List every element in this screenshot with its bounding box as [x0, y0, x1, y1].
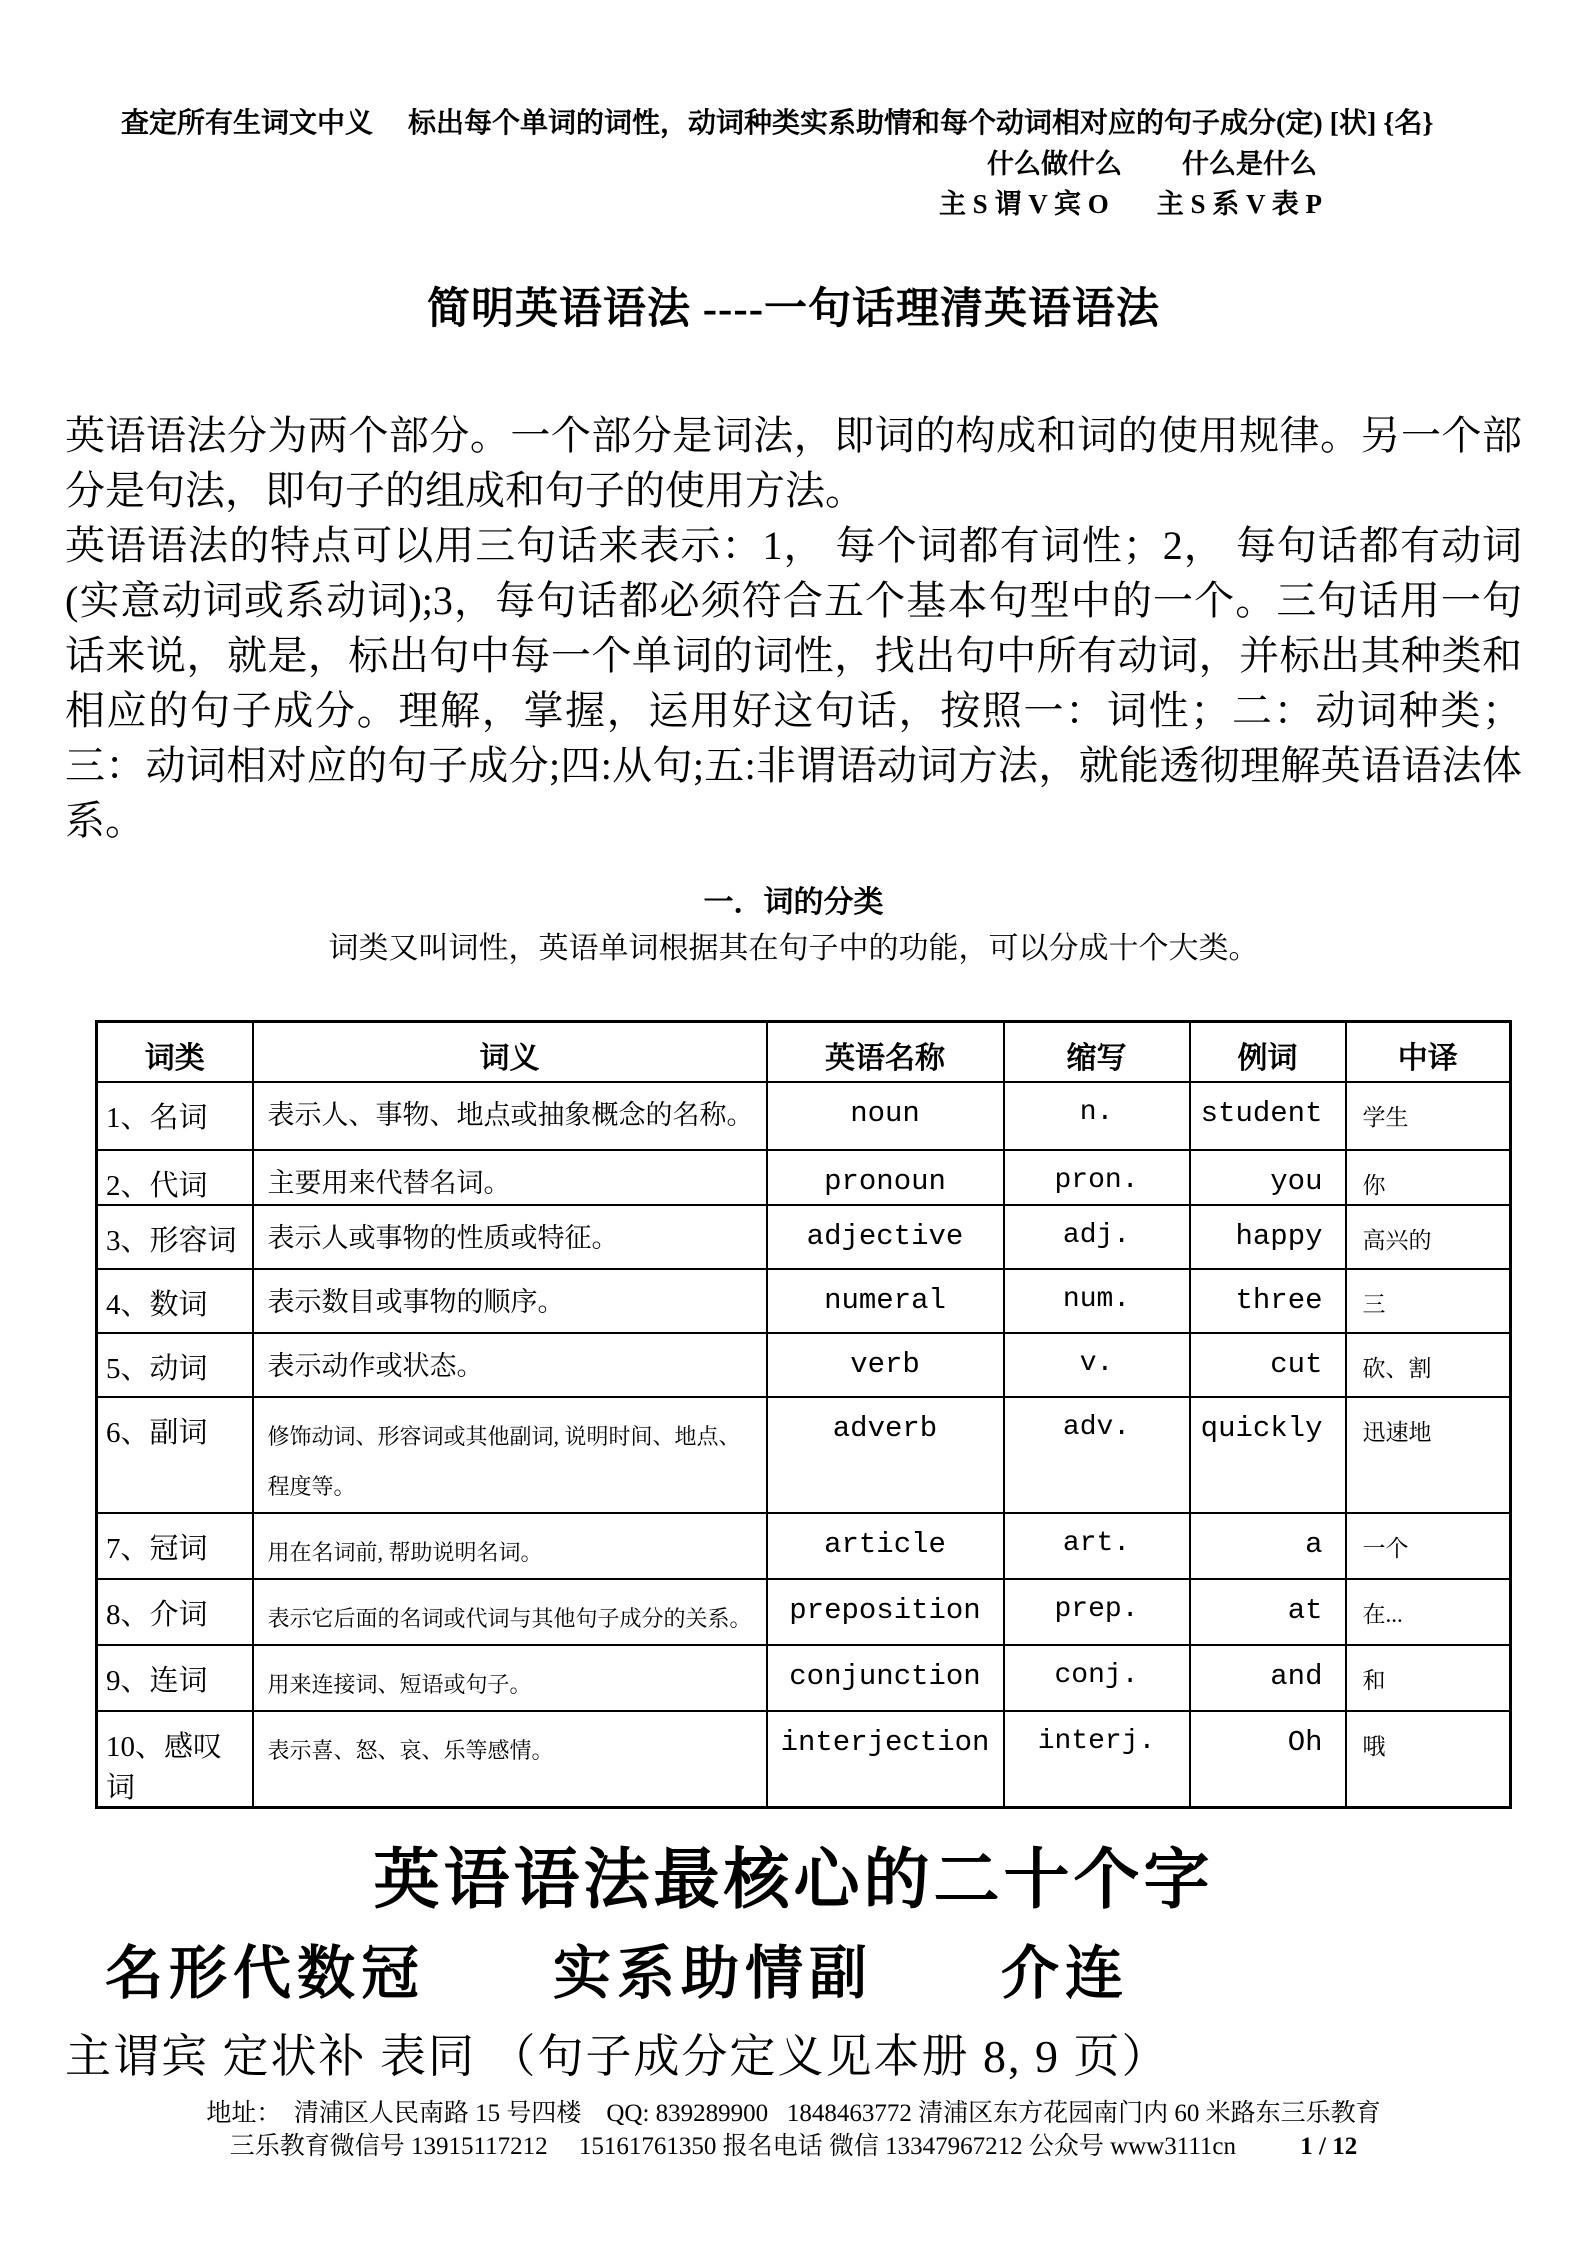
cell-meaning: 表示数目或事物的顺序。	[253, 1269, 767, 1333]
section-subtitle: 词类又叫词性，英语单词根据其在句子中的功能，可以分成十个大类。	[328, 932, 1259, 965]
cell-abbr: adj.	[1004, 1205, 1190, 1269]
cell-translation: 迅速地	[1346, 1397, 1511, 1513]
cell-meaning: 表示人或事物的性质或特征。	[253, 1205, 767, 1269]
footer-contact-line	[65, 2130, 1522, 2163]
table-row	[97, 1645, 1511, 1711]
cell-translation: 在...	[1346, 1579, 1511, 1645]
cell-translation: 砍、割	[1346, 1333, 1511, 1397]
cell-abbr: interj.	[1004, 1711, 1190, 1808]
cell-english: interjection	[767, 1711, 1004, 1808]
cell-example: you	[1190, 1150, 1346, 1205]
cell-class: 8、介词	[97, 1579, 253, 1645]
cell-example: student	[1190, 1082, 1346, 1150]
paragraph-1: 英语语法分为两个部分。一个部分是词法，即词的构成和词的使用规律。另一个部分是句法，即句子的组成和句子的使用方法。	[65, 413, 1522, 513]
section-heading: 一．词的分类	[703, 886, 884, 919]
table-row	[97, 1205, 1511, 1269]
cell-translation: 你	[1346, 1150, 1511, 1205]
cell-english: preposition	[767, 1579, 1004, 1645]
cell-meaning: 用在名词前, 帮助说明名词。	[253, 1513, 767, 1579]
annotation-line-3	[65, 184, 1522, 224]
cell-meaning: 主要用来代替名词。	[253, 1150, 767, 1205]
cell-example: and	[1190, 1645, 1346, 1711]
header-english-name: 英语名称	[767, 1022, 1004, 1082]
cell-meaning: 修饰动词、形容词或其他副词, 说明时间、地点、程度等。	[253, 1397, 767, 1513]
paragraph-2: 英语语法的特点可以用三句话来表示：1， 每个词都有词性；2， 每句话都有动词(实意动词或系动词);3，每句话都必须符合五个基本句型中的一个。三句话用一句话来说，就是，标出句中每一个单词的词性，找出句中所有动词，并标出其种类和相应的句子成分。理解，掌握，运用好这句话，按照一：词性；二：动词种类；三：动词相对应的句子成分;四:从句;五:非谓语动词方法，就能透彻理解英语语法体系。	[65, 523, 1522, 843]
page-footer	[65, 2097, 1522, 2163]
cell-translation: 哦	[1346, 1711, 1511, 1808]
footer-contact-text: 三乐教育微信号 13915117212 15161761350 报名电话 微信 13347967212 公众号 www3111cn	[229, 2132, 1237, 2160]
cell-english: conjunction	[767, 1645, 1004, 1711]
cell-abbr: v.	[1004, 1333, 1190, 1397]
table-row	[97, 1150, 1511, 1205]
header-word-class: 词类	[97, 1022, 253, 1082]
cell-meaning: 表示它后面的名词或代词与其他句子成分的关系。	[253, 1579, 767, 1645]
table-row	[97, 1711, 1511, 1808]
core-twenty-heading: 英语语法最核心的二十个字	[373, 1843, 1214, 1917]
table-row	[97, 1333, 1511, 1397]
document-title: 简明英语语法 ----一句话理清英语语法	[426, 286, 1161, 333]
table-row	[97, 1082, 1511, 1150]
header-translation: 中译	[1346, 1022, 1511, 1082]
annotation-what-is-what: 什么是什么	[1182, 149, 1317, 179]
cell-example: a	[1190, 1513, 1346, 1579]
top-annotations	[65, 104, 1522, 224]
cell-english: noun	[767, 1082, 1004, 1150]
cell-english: pronoun	[767, 1150, 1004, 1205]
table-row	[97, 1397, 1511, 1513]
cell-class: 10、感叹词	[97, 1711, 253, 1808]
cell-english: numeral	[767, 1269, 1004, 1333]
cell-abbr: adv.	[1004, 1397, 1190, 1513]
cell-example: quickly	[1190, 1397, 1346, 1513]
table-header-row	[97, 1022, 1511, 1082]
table-row	[97, 1579, 1511, 1645]
core-word-classes-line: 名形代数冠 实系助情副 介连	[105, 1940, 1130, 2006]
cell-class: 1、名词	[97, 1082, 253, 1150]
cell-class: 5、动词	[97, 1333, 253, 1397]
table-row	[97, 1269, 1511, 1333]
header-abbreviation: 缩写	[1004, 1022, 1190, 1082]
parts-of-speech-table	[95, 1020, 1512, 1809]
annotation-svo: 主 S 谓 V 宾 O	[938, 189, 1109, 219]
cell-translation: 和	[1346, 1645, 1511, 1711]
page-number: 1 / 12	[1300, 2132, 1358, 2160]
cell-class: 3、形容词	[97, 1205, 253, 1269]
annotation-what-does-what: 什么做什么	[987, 149, 1122, 179]
annotation-line-1: 查定所有生词文中义 标出每个单词的词性，动词种类实系助情和每个动词相对应的句子成分(定) [状] {名}	[121, 108, 1434, 139]
cell-abbr: art.	[1004, 1513, 1190, 1579]
table-row	[97, 1513, 1511, 1579]
cell-meaning: 表示动作或状态。	[253, 1333, 767, 1397]
cell-meaning: 用来连接词、短语或句子。	[253, 1645, 767, 1711]
cell-example: three	[1190, 1269, 1346, 1333]
cell-abbr: pron.	[1004, 1150, 1190, 1205]
cell-class: 6、副词	[97, 1397, 253, 1513]
cell-english: adjective	[767, 1205, 1004, 1269]
cell-english: adverb	[767, 1397, 1004, 1513]
intro-paragraphs	[65, 408, 1522, 848]
header-word-meaning: 词义	[253, 1022, 767, 1082]
cell-example: happy	[1190, 1205, 1346, 1269]
cell-example: Oh	[1190, 1711, 1346, 1808]
cell-translation: 三	[1346, 1269, 1511, 1333]
cell-class: 2、代词	[97, 1150, 253, 1205]
cell-meaning: 表示喜、怒、哀、乐等感情。	[253, 1711, 767, 1808]
cell-example: cut	[1190, 1333, 1346, 1397]
cell-class: 9、连词	[97, 1645, 253, 1711]
footer-address-line: 地址： 清浦区人民南路 15 号四楼 QQ: 839289900 1848463772 清浦区东方花园南门内 60 米路东三乐教育	[206, 2099, 1381, 2127]
annotation-svp: 主 S 系 V 表 P	[1156, 189, 1322, 219]
cell-meaning: 表示人、事物、地点或抽象概念的名称。	[253, 1082, 767, 1150]
cell-abbr: n.	[1004, 1082, 1190, 1150]
core-sentence-parts-line: 主谓宾 定状补 表同 （句子成分定义见本册 8, 9 页）	[65, 2030, 1170, 2082]
header-example: 例词	[1190, 1022, 1346, 1082]
cell-class: 7、冠词	[97, 1513, 253, 1579]
cell-class: 4、数词	[97, 1269, 253, 1333]
cell-abbr: conj.	[1004, 1645, 1190, 1711]
cell-abbr: prep.	[1004, 1579, 1190, 1645]
cell-translation: 学生	[1346, 1082, 1511, 1150]
cell-example: at	[1190, 1579, 1346, 1645]
cell-translation: 一个	[1346, 1513, 1511, 1579]
cell-translation: 高兴的	[1346, 1205, 1511, 1269]
cell-abbr: num.	[1004, 1269, 1190, 1333]
cell-english: article	[767, 1513, 1004, 1579]
cell-english: verb	[767, 1333, 1004, 1397]
annotation-line-2	[65, 144, 1522, 184]
